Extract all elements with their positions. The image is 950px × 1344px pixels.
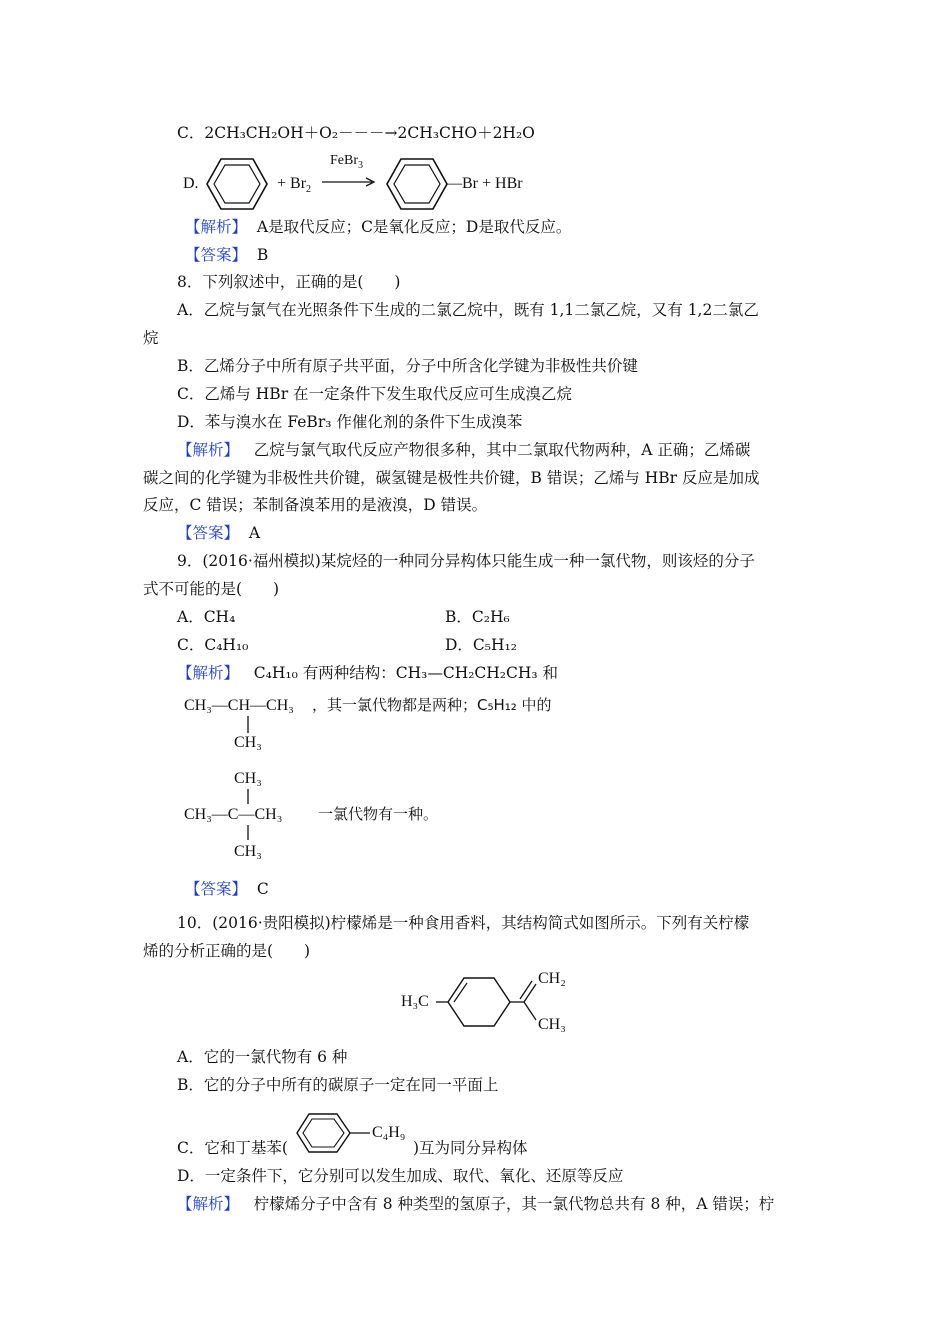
neopentane-bottom-bond bbox=[246, 825, 250, 841]
q7-answer: 【答案】 B bbox=[185, 246, 269, 264]
q10-analysis: 【解析】 柠檬烯分子中含有 8 种类型的氢原子，其一氯代物总共有 8 种，A 错误；柠 bbox=[177, 1195, 775, 1213]
q7-catalyst: FeBr$_3$ bbox=[330, 153, 363, 171]
isobutane-branch: CH₃ bbox=[234, 734, 262, 751]
q9-option-b: B．C₂H₆ bbox=[445, 608, 510, 626]
q10-option-c-pre: C．它和丁基苯( bbox=[177, 1139, 288, 1157]
q10-option-a: A．它的一氯代物有 6 种 bbox=[177, 1048, 348, 1066]
q9-option-d: D．C₅H₁₂ bbox=[445, 636, 517, 654]
analysis-tag: 【解析】 bbox=[185, 218, 248, 236]
q9-stem-cont: 式不可能的是( ) bbox=[143, 580, 280, 598]
q8-analysis-l3: 反应，C 错误；苯制备溴苯用的是液溴，D 错误。 bbox=[143, 496, 488, 514]
q9-option-a: A．CH₄ bbox=[177, 608, 236, 626]
q8-stem: 8．下列叙述中，正确的是( ) bbox=[177, 273, 401, 291]
benzene-ring-icon bbox=[385, 157, 449, 211]
answer-tag: 【答案】 bbox=[185, 246, 248, 264]
neopentane-bottom: CH₃ bbox=[234, 843, 262, 860]
neopentane-top: CH₃ bbox=[234, 770, 262, 787]
isobutane-branch-bond bbox=[246, 716, 250, 734]
limonene-ch2: CH₂ bbox=[538, 970, 566, 987]
analysis-tag: 【解析】 bbox=[177, 441, 240, 459]
q10-stem: 10．(2016·贵阳模拟)柠檬烯是一种食用香料，其结构简式如图所示。下列有关柠檬 bbox=[177, 914, 750, 932]
q10-option-d: D．一定条件下，它分别可以发生加成、取代、氧化、还原等反应 bbox=[177, 1167, 624, 1185]
limonene-h3c: H₃C bbox=[401, 993, 429, 1010]
benzene-ring-icon bbox=[205, 157, 269, 211]
benzene-ring-icon bbox=[296, 1112, 356, 1154]
analysis-tag: 【解析】 bbox=[177, 1195, 240, 1213]
q7-product: —Br + HBr bbox=[446, 175, 523, 192]
limonene-ch3: CH₃ bbox=[538, 1016, 566, 1033]
q10-option-c-post: )互为同分异构体 bbox=[413, 1139, 528, 1157]
q8-option-b: B．乙烯分子中所有原子共平面，分子中所含化学键为非极性共价键 bbox=[177, 357, 638, 375]
q10-option-b: B．它的分子中所有的碳原子一定在同一平面上 bbox=[177, 1076, 499, 1094]
q8-option-c: C．乙烯与 HBr 在一定条件下发生取代反应可生成溴乙烷 bbox=[177, 385, 573, 403]
q9-handwritten-note-1: ，其一氯代物都是两种；C₅H₁₂ 中的 bbox=[312, 696, 552, 714]
q9-analysis: 【解析】 C₄H₁₀ 有两种结构：CH₃—CH₂CH₂CH₃ 和 bbox=[177, 664, 559, 682]
q7-analysis: 【解析】 A是取代反应；C是氧化反应；D是取代反应。 bbox=[185, 218, 572, 236]
q9-stem: 9．(2016·福州模拟)某烷烃的一种同分异构体只能生成一种一氯代物，则该烃的分子 bbox=[177, 552, 755, 570]
analysis-tag: 【解析】 bbox=[177, 664, 240, 682]
q7-option-d-label: D. bbox=[183, 175, 199, 192]
q9-option-c: C．C₄H₁₀ bbox=[177, 636, 249, 654]
neopentane-main-chain: CH₃—C—CH₃ bbox=[184, 806, 283, 823]
q10-stem-cont: 烯的分析正确的是( ) bbox=[143, 942, 311, 960]
q8-option-a-cont: 烷 bbox=[143, 329, 159, 347]
limonene-ring-icon bbox=[436, 972, 546, 1034]
q8-option-d: D．苯与溴水在 FeBr₃ 作催化剂的条件下生成溴苯 bbox=[177, 413, 523, 431]
q10-option-c-group: C₄H₉ bbox=[372, 1124, 406, 1141]
q9-answer: 【答案】 C bbox=[185, 880, 269, 898]
q9-handwritten-note-2: 一氯代物有一种。 bbox=[318, 805, 439, 823]
answer-tag: 【答案】 bbox=[185, 880, 248, 898]
reaction-arrow-icon bbox=[322, 176, 378, 188]
q8-analysis-l2: 碳之间的化学键为非极性共价键，碳氢键是极性共价键，B 错误；乙烯与 HBr 反应是加成 bbox=[143, 469, 760, 487]
isobutane-main-chain: CH₃—CH—CH₃ bbox=[184, 697, 294, 714]
q8-analysis: 【解析】 乙烷与氯气取代反应产物很多种，其中二氯取代物两种，A 正确；乙烯碳 bbox=[177, 441, 751, 459]
q8-answer: 【答案】 A bbox=[177, 524, 261, 542]
answer-tag: 【答案】 bbox=[177, 524, 240, 542]
neopentane-top-bond bbox=[246, 789, 250, 805]
q8-option-a: A．乙烷与氯气在光照条件下生成的二氯乙烷中，既有 1,1二氯乙烷，又有 1,2二氯乙 bbox=[177, 301, 759, 319]
q7-option-c: C．2CH₃CH₂OH＋O₂－－－→2CH₃CHO＋2H₂O bbox=[177, 124, 535, 142]
q7-plus-br2: + $Br_2$ bbox=[277, 175, 312, 195]
